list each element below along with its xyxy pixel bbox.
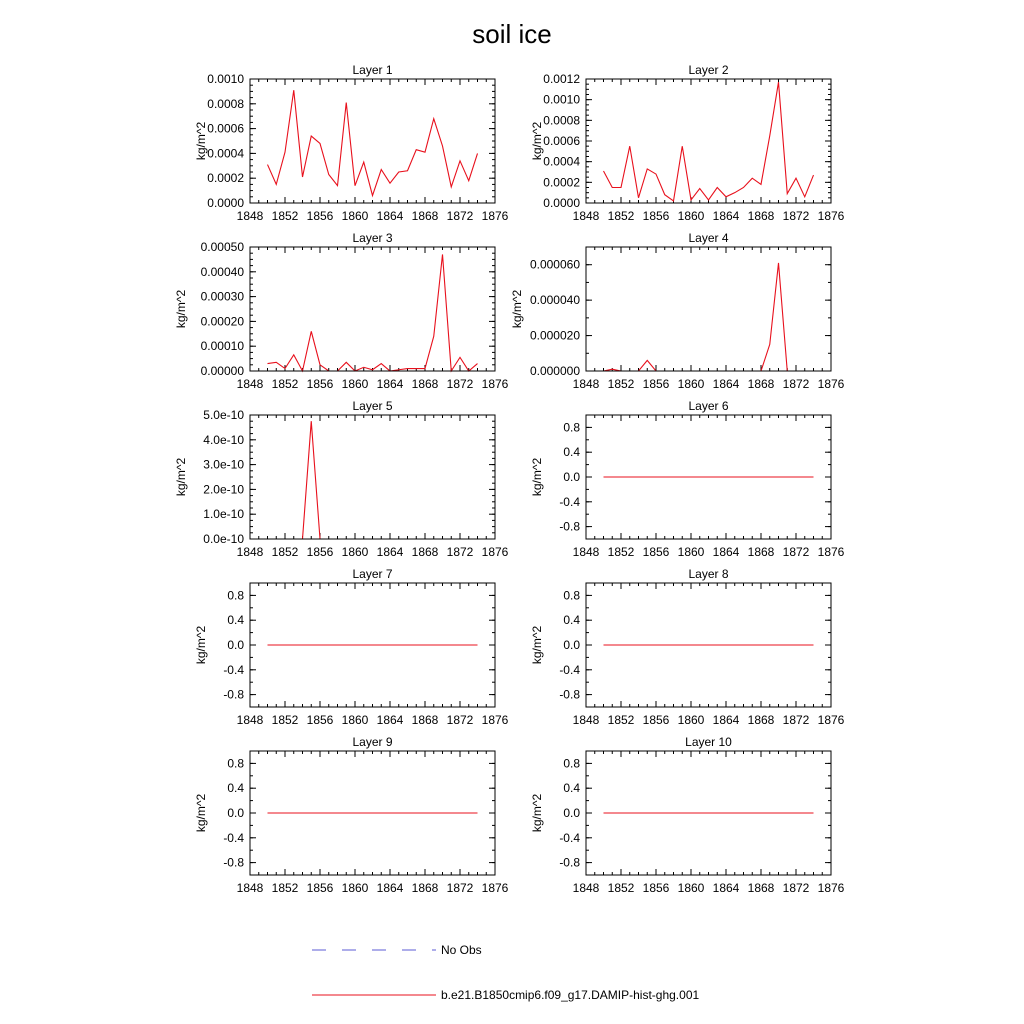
x-tick-label: 1868 (747, 713, 775, 727)
x-tick-label: 1860 (341, 545, 369, 559)
y-tick-label: 4.0e-10 (203, 432, 244, 447)
x-tick-label: 1852 (271, 545, 299, 559)
y-tick-label: 2.0e-10 (203, 482, 244, 497)
x-tick-label: 1856 (306, 209, 334, 223)
y-tick-label: 0.0008 (543, 113, 580, 128)
x-tick-label: 1856 (306, 377, 334, 391)
legend-label-no-obs: No Obs (441, 943, 482, 957)
y-tick-label: 0.4 (563, 613, 580, 628)
y-tick-label: 0.0002 (543, 175, 580, 190)
y-tick-label: 0.8 (563, 756, 580, 771)
x-tick-label: 1856 (306, 713, 334, 727)
series-line-layer-1 (268, 90, 478, 195)
x-tick-label: 1864 (376, 881, 404, 895)
x-tick-label: 1864 (376, 377, 404, 391)
y-tick-label: 0.8 (563, 420, 580, 435)
y-axis-label: kg/m^2 (174, 457, 188, 497)
panel-title-layer-5: Layer 5 (352, 399, 393, 413)
x-tick-label: 1876 (481, 881, 509, 895)
y-axis-label: kg/m^2 (530, 121, 544, 161)
series-line-layer-3 (268, 254, 478, 371)
x-tick-label: 1856 (642, 377, 670, 391)
y-tick-label: -0.8 (223, 855, 244, 870)
panel-layer-4 (510, 231, 845, 391)
x-tick-label: 1860 (677, 713, 705, 727)
x-tick-label: 1860 (677, 377, 705, 391)
y-tick-label: 3.0e-10 (203, 457, 244, 472)
x-tick-label: 1868 (411, 209, 439, 223)
x-tick-label: 1860 (341, 881, 369, 895)
x-tick-label: 1864 (712, 377, 740, 391)
y-tick-label: 0.00040 (200, 264, 244, 279)
panel-layer-6 (530, 399, 845, 559)
y-tick-label: 0.00020 (200, 314, 244, 329)
x-tick-label: 1848 (572, 545, 600, 559)
x-tick-label: 1872 (446, 881, 474, 895)
panel-layer-5 (174, 399, 509, 559)
y-tick-label: 0.0 (227, 806, 244, 820)
y-tick-label: 0.00000 (200, 364, 244, 378)
x-tick-label: 1856 (306, 881, 334, 895)
figure-title: soil ice (472, 19, 552, 49)
y-tick-label: 0.0000 (543, 196, 580, 210)
legend (312, 943, 699, 1002)
y-tick-label: -0.8 (223, 687, 244, 702)
x-tick-label: 1848 (236, 545, 264, 559)
y-tick-label: 0.0004 (543, 154, 580, 169)
x-tick-label: 1876 (481, 545, 509, 559)
x-tick-label: 1876 (817, 713, 845, 727)
x-tick-label: 1848 (572, 881, 600, 895)
y-axis-label: kg/m^2 (174, 289, 188, 329)
x-tick-label: 1876 (481, 209, 509, 223)
x-tick-label: 1852 (271, 377, 299, 391)
y-axis-label: kg/m^2 (530, 457, 544, 497)
x-tick-label: 1860 (677, 209, 705, 223)
x-tick-label: 1848 (236, 377, 264, 391)
plot-frame (250, 415, 495, 539)
y-tick-label: 0.00010 (200, 339, 244, 354)
panel-title-layer-6: Layer 6 (688, 399, 729, 413)
x-tick-label: 1872 (446, 713, 474, 727)
x-tick-label: 1848 (236, 209, 264, 223)
y-tick-label: -0.4 (559, 494, 580, 509)
panel-title-layer-8: Layer 8 (688, 567, 729, 581)
x-tick-label: 1856 (642, 545, 670, 559)
x-tick-label: 1852 (271, 713, 299, 727)
series-line-layer-4 (604, 263, 814, 371)
panel-layer-3 (174, 231, 509, 391)
y-axis-label: kg/m^2 (194, 625, 208, 665)
y-tick-label: 0.0 (563, 470, 580, 484)
x-tick-label: 1860 (341, 713, 369, 727)
y-tick-label: 0.0010 (207, 72, 244, 86)
x-tick-label: 1852 (607, 881, 635, 895)
x-tick-label: 1852 (607, 377, 635, 391)
x-tick-label: 1868 (747, 209, 775, 223)
y-tick-label: 0.0 (563, 638, 580, 652)
y-tick-label: -0.8 (559, 855, 580, 870)
y-tick-label: 0.0 (227, 638, 244, 652)
x-tick-label: 1860 (677, 881, 705, 895)
legend-label-model-run: b.e21.B1850cmip6.f09_g17.DAMIP-hist-ghg.001 (441, 988, 700, 1002)
y-tick-label: 0.00050 (200, 240, 244, 254)
y-tick-label: -0.8 (559, 519, 580, 534)
x-tick-label: 1872 (782, 713, 810, 727)
panel-layer-9 (194, 735, 509, 895)
y-tick-label: 0.0006 (543, 134, 580, 148)
x-tick-label: 1864 (712, 881, 740, 895)
x-tick-label: 1856 (642, 881, 670, 895)
y-tick-label: 0.0000 (207, 196, 244, 210)
y-tick-label: 0.4 (563, 445, 580, 460)
plot-frame (586, 247, 831, 371)
y-tick-label: 0.4 (227, 781, 244, 796)
x-tick-label: 1868 (747, 545, 775, 559)
x-tick-label: 1872 (782, 209, 810, 223)
x-tick-label: 1860 (341, 377, 369, 391)
x-tick-label: 1856 (642, 209, 670, 223)
x-tick-label: 1872 (446, 377, 474, 391)
x-tick-label: 1872 (446, 545, 474, 559)
panel-title-layer-9: Layer 9 (352, 735, 393, 749)
panels-grid (174, 63, 845, 895)
panel-layer-10 (530, 735, 845, 895)
x-tick-label: 1872 (446, 209, 474, 223)
x-tick-label: 1868 (411, 377, 439, 391)
y-axis-label: kg/m^2 (510, 289, 524, 329)
x-tick-label: 1876 (481, 377, 509, 391)
x-tick-label: 1876 (817, 377, 845, 391)
y-axis-label: kg/m^2 (530, 625, 544, 665)
panel-layer-1 (194, 63, 509, 223)
y-tick-label: -0.4 (559, 830, 580, 845)
series-line-layer-5 (268, 421, 478, 539)
x-tick-label: 1852 (607, 209, 635, 223)
y-tick-label: 0.000020 (529, 328, 580, 343)
y-tick-label: 0.0e-10 (203, 532, 244, 546)
panel-title-layer-7: Layer 7 (352, 567, 393, 581)
panel-title-layer-3: Layer 3 (352, 231, 393, 245)
x-tick-label: 1848 (236, 881, 264, 895)
y-tick-label: 0.8 (227, 588, 244, 603)
x-tick-label: 1848 (572, 377, 600, 391)
x-tick-label: 1864 (376, 545, 404, 559)
x-tick-label: 1868 (747, 881, 775, 895)
y-axis-label: kg/m^2 (530, 793, 544, 833)
x-tick-label: 1860 (677, 545, 705, 559)
x-tick-label: 1872 (782, 377, 810, 391)
y-tick-label: 0.0010 (543, 92, 580, 107)
panel-layer-2 (530, 63, 845, 223)
x-tick-label: 1852 (271, 881, 299, 895)
x-tick-label: 1876 (817, 545, 845, 559)
y-tick-label: 0.000000 (529, 364, 580, 378)
x-tick-label: 1868 (411, 545, 439, 559)
x-tick-label: 1848 (236, 713, 264, 727)
y-tick-label: -0.4 (223, 830, 244, 845)
plot-frame (250, 247, 495, 371)
x-tick-label: 1868 (747, 377, 775, 391)
y-tick-label: 0.0004 (207, 146, 244, 161)
y-tick-label: 0.0 (563, 806, 580, 820)
y-tick-label: 5.0e-10 (203, 408, 244, 422)
y-tick-label: 0.0002 (207, 171, 244, 186)
x-tick-label: 1864 (376, 713, 404, 727)
x-tick-label: 1872 (782, 881, 810, 895)
x-tick-label: 1868 (411, 713, 439, 727)
y-tick-label: 0.00030 (200, 289, 244, 304)
y-tick-label: 0.4 (563, 781, 580, 796)
y-axis-label: kg/m^2 (194, 793, 208, 833)
y-tick-label: 0.8 (563, 588, 580, 603)
panel-layer-7 (194, 567, 509, 727)
y-tick-label: 0.0008 (207, 96, 244, 111)
x-tick-label: 1876 (817, 881, 845, 895)
panel-title-layer-10: Layer 10 (685, 735, 732, 749)
y-tick-label: -0.4 (223, 662, 244, 677)
y-tick-label: 0.8 (227, 756, 244, 771)
x-tick-label: 1852 (607, 545, 635, 559)
y-tick-label: 0.0006 (207, 121, 244, 136)
y-tick-label: 0.4 (227, 613, 244, 628)
panel-title-layer-1: Layer 1 (352, 63, 393, 77)
panel-title-layer-2: Layer 2 (688, 63, 729, 77)
x-tick-label: 1864 (712, 713, 740, 727)
series-line-layer-2 (604, 82, 814, 201)
x-tick-label: 1868 (411, 881, 439, 895)
x-tick-label: 1864 (712, 545, 740, 559)
panel-title-layer-4: Layer 4 (688, 231, 729, 245)
y-axis-label: kg/m^2 (194, 121, 208, 161)
x-tick-label: 1876 (481, 713, 509, 727)
x-tick-label: 1872 (782, 545, 810, 559)
panel-layer-8 (530, 567, 845, 727)
x-tick-label: 1848 (572, 209, 600, 223)
plot-frame (586, 79, 831, 203)
x-tick-label: 1848 (572, 713, 600, 727)
x-tick-label: 1856 (642, 713, 670, 727)
x-tick-label: 1856 (306, 545, 334, 559)
x-tick-label: 1860 (341, 209, 369, 223)
y-tick-label: 0.000060 (529, 257, 580, 272)
x-tick-label: 1852 (607, 713, 635, 727)
y-tick-label: 1.0e-10 (203, 507, 244, 522)
x-tick-label: 1864 (712, 209, 740, 223)
x-tick-label: 1864 (376, 209, 404, 223)
y-tick-label: -0.8 (559, 687, 580, 702)
y-tick-label: 0.000040 (529, 293, 580, 308)
y-tick-label: -0.4 (559, 662, 580, 677)
y-tick-label: 0.0012 (543, 72, 580, 86)
x-tick-label: 1876 (817, 209, 845, 223)
x-tick-label: 1852 (271, 209, 299, 223)
